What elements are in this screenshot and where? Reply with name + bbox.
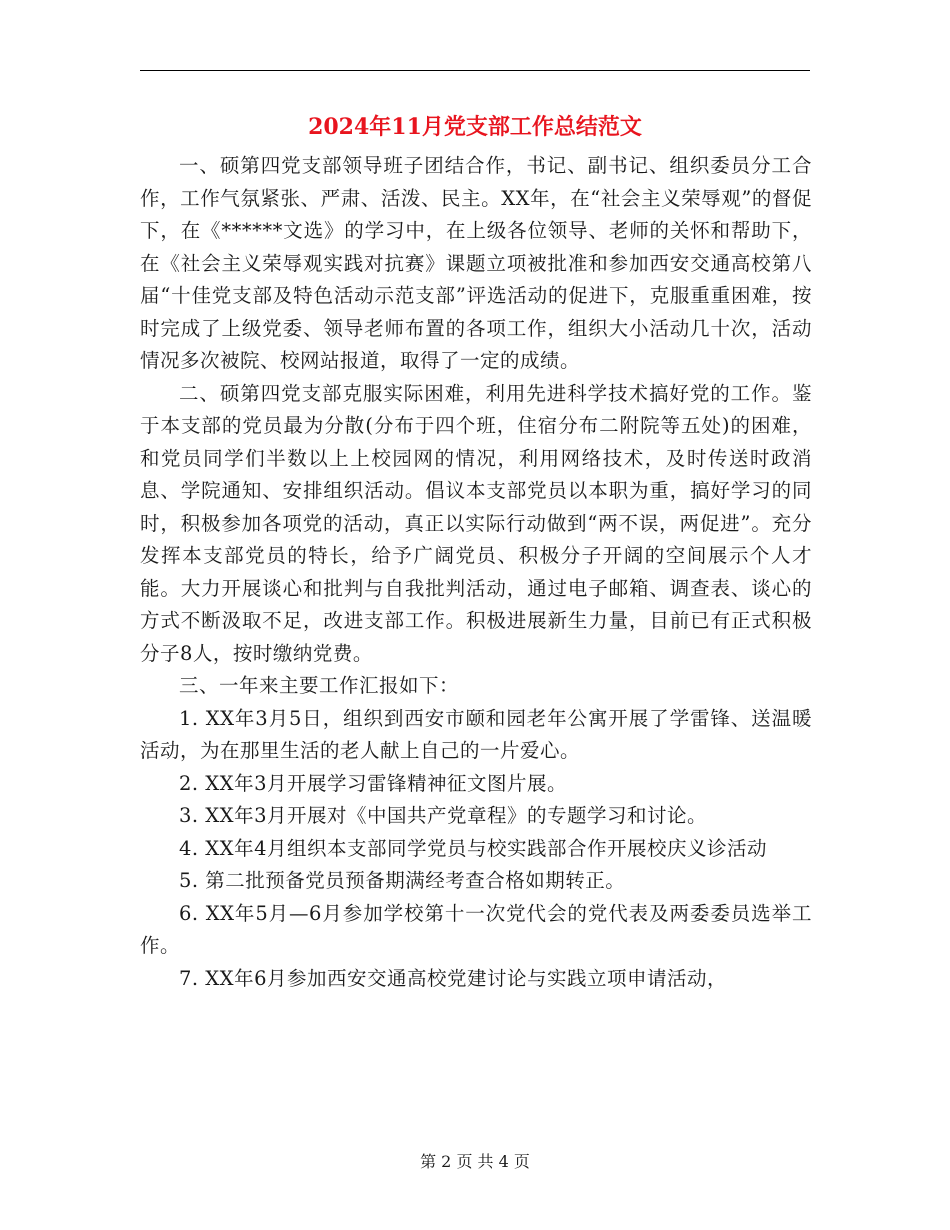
list-item-6: 6. XX年5月—6月参加学校第十一次党代会的党代表及两委委员选举工作。	[140, 901, 812, 957]
list-item-3: 3. XX年3月开展对《中国共产党章程》的专题学习和讨论。	[179, 804, 707, 827]
list-item-2: 2. XX年3月开展学习雷锋精神征文图片展。	[179, 771, 567, 795]
header-rule	[140, 70, 810, 71]
list-item-4: 4. XX年4月组织本支部同学党员与校实践部合作开展校庆义诊活动	[179, 836, 767, 860]
paragraph-3: 三、一年来主要工作汇报如下：	[179, 674, 460, 697]
paragraph-2: 二、硕第四党支部克服实际困难，利用先进科学技术搞好党的工作。鉴于本支部的党员最为分散(分布于四个班，住宿分布二附院等五处)的困难，和党员同学们半数以上上校园网的情况，利用网络技术，及时传送时政消息、学院通知、安排组织活动。倡议本支部党员以本职为重，搞好学习的同时，积极参加各项党的活动，真正以实际行动做到“两不误，两促进”。充分发挥本支部党员的特长，给予广阔党员、积极分子开阔的空间展示个人才能。大力开展谈心和批判与自我批判活动，通过电子邮箱、调查表、谈心的方式不断汲取不足，改进支部工作。积极进展新生力量，目前已有正式积极分子8人，按时缴纳党费。	[140, 381, 812, 665]
document-body	[140, 150, 812, 995]
list-item-1: 1. XX年3月5日，组织到西安市颐和园老年公寓开展了学雷锋、送温暖活动，为在那里生活的老人献上自己的一片爱心。	[140, 706, 812, 762]
page-number-footer: 第 2 页 共 4 页	[420, 1152, 530, 1171]
list-item-5: 5. 第二批预备党员预备期满经考查合格如期转正。	[179, 869, 626, 892]
document-title: 2024年11月党支部工作总结范文	[308, 114, 642, 140]
paragraph-1: 一、硕第四党支部领导班子团结合作，书记、副书记、组织委员分工合作，工作气氛紧张、严肃、活泼、民主。XX年，在“社会主义荣辱观”的督促下，在《******文选》的学习中，在上级各位领导、老师的关怀和帮助下，在《社会主义荣辱观实践对抗赛》课题立项被批准和参加西安交通高校第八届“十佳党支部及特色活动示范支部”评选活动的促进下，克服重重困难，按时完成了上级党委、领导老师布置的各项工作，组织大小活动几十次，活动情况多次被院、校网站报道，取得了一定的成绩。	[140, 154, 812, 372]
list-item-7: 7. XX年6月参加西安交通高校党建讨论与实践立项申请活动，	[179, 966, 727, 990]
